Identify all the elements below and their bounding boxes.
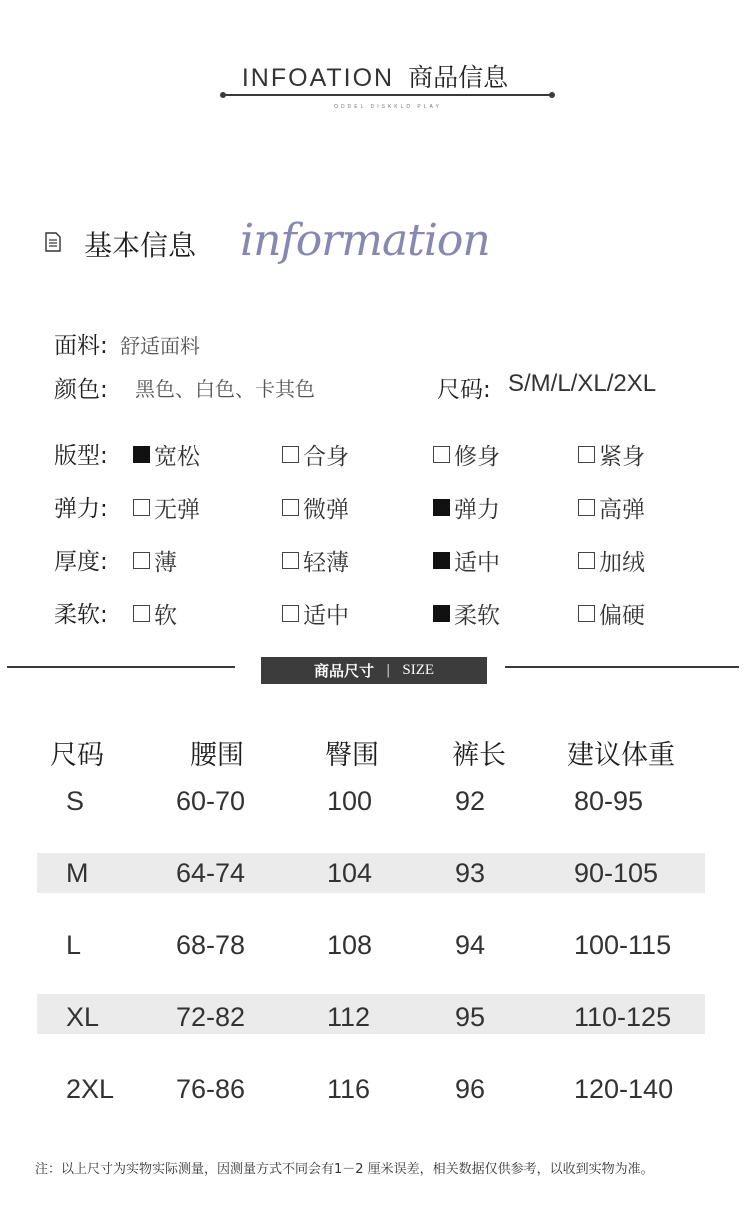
checked-box-icon (433, 499, 450, 516)
option-label: 加绒 (599, 550, 645, 576)
size-section-separator: | (385, 663, 391, 678)
table-header-size: 尺码 (50, 740, 104, 771)
option-item (578, 491, 645, 524)
option-item (133, 438, 200, 471)
checked-box-icon (133, 446, 150, 463)
unchecked-box-icon (578, 499, 595, 516)
option-label: 轻薄 (303, 550, 349, 576)
table-cell-waist: 60-70 (176, 786, 246, 816)
option-item (433, 544, 500, 577)
option-label: 紧身 (599, 444, 645, 470)
fabric-value: 舒适面料 (120, 334, 200, 358)
table-cell-length: 92 (455, 786, 486, 816)
unchecked-box-icon (133, 552, 150, 569)
table-cell-waist: 64-74 (176, 858, 246, 888)
unchecked-box-icon (282, 446, 299, 463)
option-item (578, 597, 645, 630)
document-icon (45, 232, 61, 252)
table-cell-size: XL (66, 1002, 100, 1032)
table-cell-length: 95 (455, 1002, 486, 1032)
table-cell-weight: 100-115 (574, 930, 672, 960)
footnote: 注：以上尺寸为实物实际测量，因测量方式不同会有1－2 厘米误差，相关数据仅供参考，以收到实物为准。 (35, 1162, 654, 1177)
header-line-right-dot (549, 92, 555, 98)
table-cell-size: L (66, 930, 82, 960)
header-divider (223, 94, 553, 96)
option-label: 无弹 (154, 497, 200, 523)
option-item (578, 438, 645, 471)
option-item (133, 597, 177, 630)
option-group-label: 弹力: (54, 496, 108, 522)
table-cell-hip: 108 (327, 930, 373, 960)
table-cell-hip: 104 (327, 858, 373, 888)
information-script-text: information (240, 215, 490, 266)
table-header-length: 裤长 (452, 740, 506, 771)
option-label: 微弹 (303, 497, 349, 523)
option-label: 合身 (303, 444, 349, 470)
option-item (433, 597, 500, 630)
option-label: 弹力 (454, 497, 500, 523)
header-title-en: INFOATION (241, 64, 395, 92)
table-cell-waist: 68-78 (176, 930, 246, 960)
option-group-label: 柔软: (54, 602, 108, 628)
option-item (282, 597, 349, 630)
option-group-label: 版型: (54, 443, 108, 469)
size-section-title-cn: 商品尺寸 (313, 662, 374, 680)
header-title (0, 58, 750, 94)
unchecked-box-icon (133, 605, 150, 622)
table-cell-weight: 110-125 (574, 1002, 672, 1032)
option-item (133, 491, 200, 524)
option-label: 柔软 (454, 603, 500, 629)
size-section-bar (261, 657, 487, 684)
table-cell-length: 93 (455, 858, 486, 888)
unchecked-box-icon (433, 446, 450, 463)
table-cell-length: 96 (455, 1074, 486, 1104)
option-label: 适中 (454, 550, 500, 576)
table-cell-weight: 80-95 (574, 786, 644, 816)
table-cell-hip: 112 (327, 1002, 371, 1032)
header-subtitle: ODDEL DISKKLD PLAY (334, 104, 442, 110)
color-value: 黑色、白色、卡其色 (135, 377, 315, 401)
table-header-hip: 臀围 (325, 740, 379, 771)
option-item (282, 491, 349, 524)
table-cell-length: 94 (455, 930, 486, 960)
size-bar-right-line (505, 666, 739, 668)
option-item (433, 438, 500, 471)
option-group-label: 厚度: (54, 549, 108, 575)
table-cell-waist: 72-82 (176, 1002, 246, 1032)
size-value: S/M/L/XL/2XL (508, 370, 657, 397)
table-cell-size: M (66, 858, 89, 888)
unchecked-box-icon (282, 552, 299, 569)
header-title-cn: 商品信息 (408, 63, 509, 92)
option-label: 宽松 (154, 444, 200, 470)
table-cell-size: 2XL (66, 1074, 115, 1104)
section-title: 基本信息 (84, 229, 197, 262)
option-item (578, 544, 645, 577)
option-label: 软 (154, 603, 177, 629)
option-label: 偏硬 (599, 603, 645, 629)
table-cell-weight: 90-105 (574, 858, 659, 888)
table-cell-weight: 120-140 (574, 1074, 674, 1104)
option-item (433, 491, 500, 524)
table-cell-hip: 116 (327, 1074, 371, 1104)
size-bar-left-line (7, 666, 235, 668)
checked-box-icon (433, 605, 450, 622)
option-label: 适中 (303, 603, 349, 629)
option-item (133, 544, 177, 577)
unchecked-box-icon (578, 446, 595, 463)
unchecked-box-icon (578, 552, 595, 569)
option-label: 薄 (154, 550, 177, 576)
size-label: 尺码: (437, 377, 491, 403)
table-cell-waist: 76-86 (176, 1074, 246, 1104)
unchecked-box-icon (282, 499, 299, 516)
unchecked-box-icon (578, 605, 595, 622)
fabric-label: 面料: (54, 333, 108, 359)
size-section-title-en: SIZE (402, 662, 435, 678)
color-label: 颜色: (54, 377, 108, 403)
option-label: 高弹 (599, 497, 645, 523)
option-item (282, 438, 349, 471)
unchecked-box-icon (282, 605, 299, 622)
table-cell-hip: 100 (327, 786, 373, 816)
table-header-waist: 腰围 (190, 740, 244, 771)
option-item (282, 544, 349, 577)
table-cell-size: S (66, 786, 85, 816)
table-header-weight: 建议体重 (567, 740, 675, 771)
checked-box-icon (433, 552, 450, 569)
option-label: 修身 (454, 444, 500, 470)
unchecked-box-icon (133, 499, 150, 516)
